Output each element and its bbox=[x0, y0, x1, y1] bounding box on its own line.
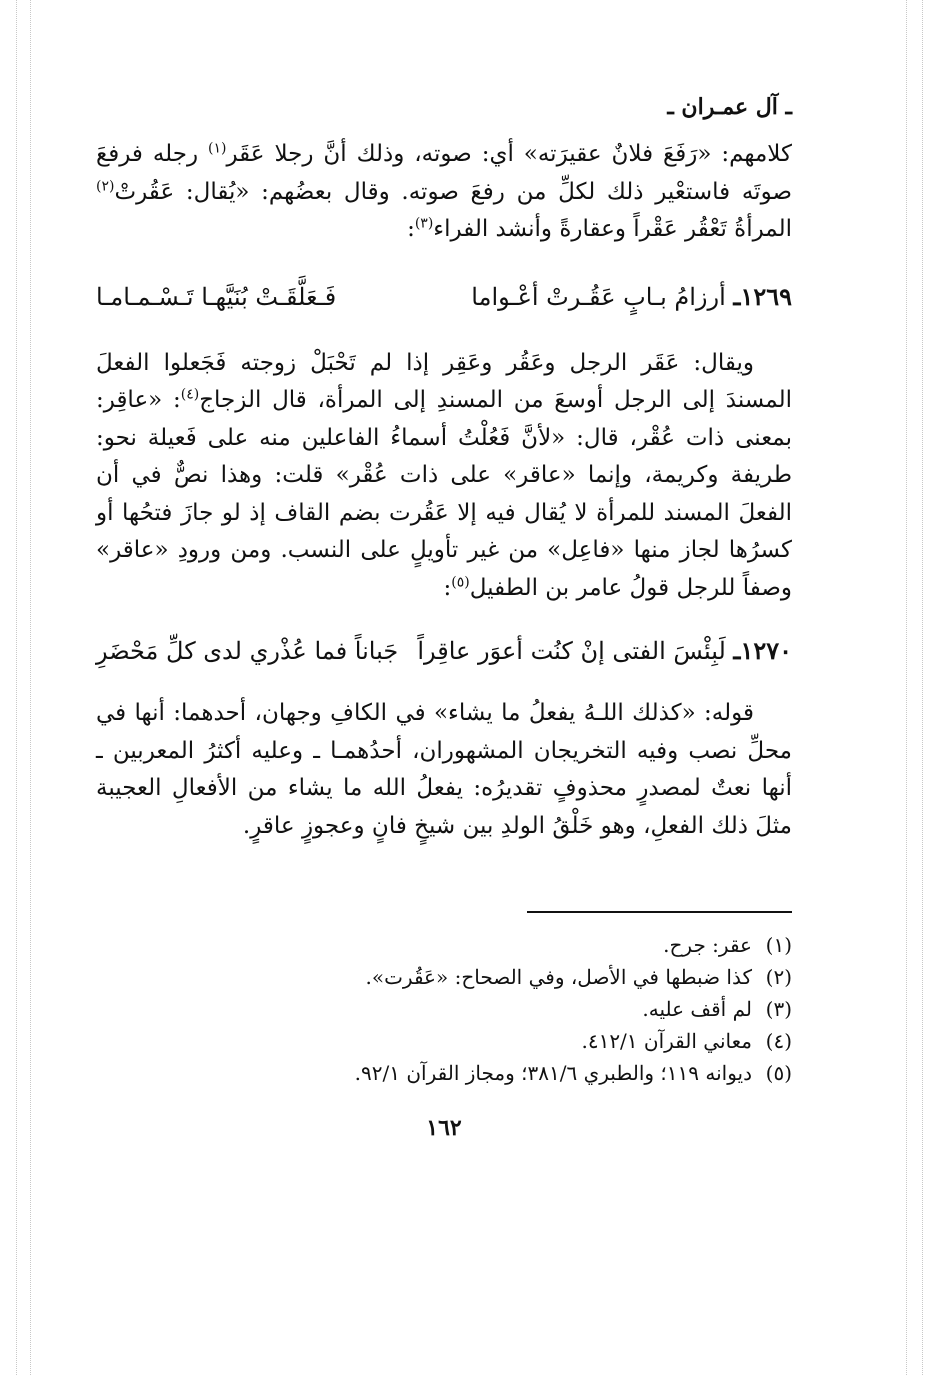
footnote-ref-5[interactable]: (٥) bbox=[451, 573, 470, 590]
paragraph-2: ويقال: عَقَر الرجل وعَقُر وعَقِر إذا لم تَحْبَلْ زوجته فَجَعلوا الفعلَ المسندَ إلى الرجل أوسعَ من المسندِ إلى المرأة، قال الزجاج$^{(٤)}$: «عاقِر: بمعنى ذات عُقْر، قال: «لأنَّ فَعُلْتُ أسماءُ الفاعلين منه على فَعيلة نحو: طريفة وكريمة، وإنما «عاقر» على ذات عُقْر» قلت: وهذا نصٌّ في أن الفعلَ المسند للمرأة لا يُقال فيه إلا عَقُرت بضم القاف إذ لو جازَ فتحُها أو كسرُها لجاز منها «فاعِل» من غير تأويلٍ على النسب. ومن ورودِ «عاقر» وصفاً للرجل قولُ عامر بن الطفيل$^{(٥)}$: bbox=[96, 349, 792, 601]
verse-number: ١٢٦٩ـ bbox=[733, 281, 792, 311]
footnote-4: (٤)معاني القرآن ٤١٢/١. bbox=[581, 1029, 792, 1053]
footnote-2: (٢)كذا ضبطها في الأصل، وفي الصحاح: «عَقُرت». bbox=[365, 965, 792, 989]
footnote-3: (٣)لم أقف عليه. bbox=[642, 997, 792, 1021]
verse-second-hemistich: فَـعَلَّقَـتْ بُنَيَّهـا تَـسْـمـامـا bbox=[96, 282, 337, 311]
margin-dots-right-inner bbox=[906, 0, 907, 1375]
footnote-ref-3[interactable]: (٣) bbox=[414, 215, 434, 232]
paragraph-1: كلامهم: «رَفَعَ فلانٌ عقيرَته» أي: صوته، وذلك أنَّ رجلا عَقَر$^{(١)}$ رجله فرفعَ صوتَه فاستعْير ذلك لكلِّ من رفعَ صوته. وقال بعضُهم: «يُقال: عَقُرتْ$^{(٢)}$ المرأةُ تَعْقُر عَقْراً وعقارةً وأنشد الفراء$^{(٣)}$: bbox=[96, 140, 792, 242]
paragraph-3: قوله: «كذلك اللـهُ يفعلُ ما يشاء» في الكافِ وجهان، أحدهما: أنها في محلِّ نصب وفيه التخريجان المشهوران، أحدُهمـا ـ وعليه أكثرُ المعربين ـ أنها نعتٌ لمصدرٍ محذوفٍ تقديرُه: يفعلُ الله ما يشاء من الأفعالِ العجيبة مثلَ ذلك الفعلِ، وهو خَلْقُ الولدِ بين شيخٍ فانٍ وعجوزٍ عاقرٍ. bbox=[96, 700, 792, 839]
footnote-1: (١)عقر: جرح. bbox=[663, 933, 792, 957]
footnote-ref-1[interactable]: (١) bbox=[208, 140, 227, 157]
footnote-ref-2[interactable]: (٢) bbox=[96, 177, 115, 194]
margin-dots-left-inner bbox=[30, 0, 31, 1375]
verse-first-hemistich: ١٢٦٩ـ أرزامُ بـابٍ عَقُـرتْ أعْـواما bbox=[471, 281, 792, 311]
page-number: ١٦٢ bbox=[426, 1115, 462, 1141]
verse-number: ١٢٧٠ـ bbox=[733, 636, 792, 665]
margin-dots-left bbox=[16, 0, 17, 1375]
verse-1270 bbox=[96, 633, 792, 669]
margin-dots-right bbox=[922, 0, 923, 1375]
page bbox=[96, 92, 792, 1141]
running-header: ـ آل عمـران ـ bbox=[667, 94, 792, 120]
verse-second-hemistich: جَباناً فما عُذْري لدى كلِّ مَحْضَرِ bbox=[96, 637, 399, 665]
verse-1269 bbox=[96, 279, 792, 315]
footnote-ref-4[interactable]: (٤) bbox=[180, 386, 200, 403]
verse-first-hemistich: ١٢٧٠ـ لَبِئْسَ الفتى إنْ كنُت أعوَر عاقِراً bbox=[417, 636, 792, 665]
footnotes bbox=[96, 929, 792, 1089]
footnote-5: (٥)ديوانه ١١٩؛ والطبري ٣٨١/٦؛ ومجاز القرآن ٩٢/١. bbox=[354, 1061, 792, 1085]
